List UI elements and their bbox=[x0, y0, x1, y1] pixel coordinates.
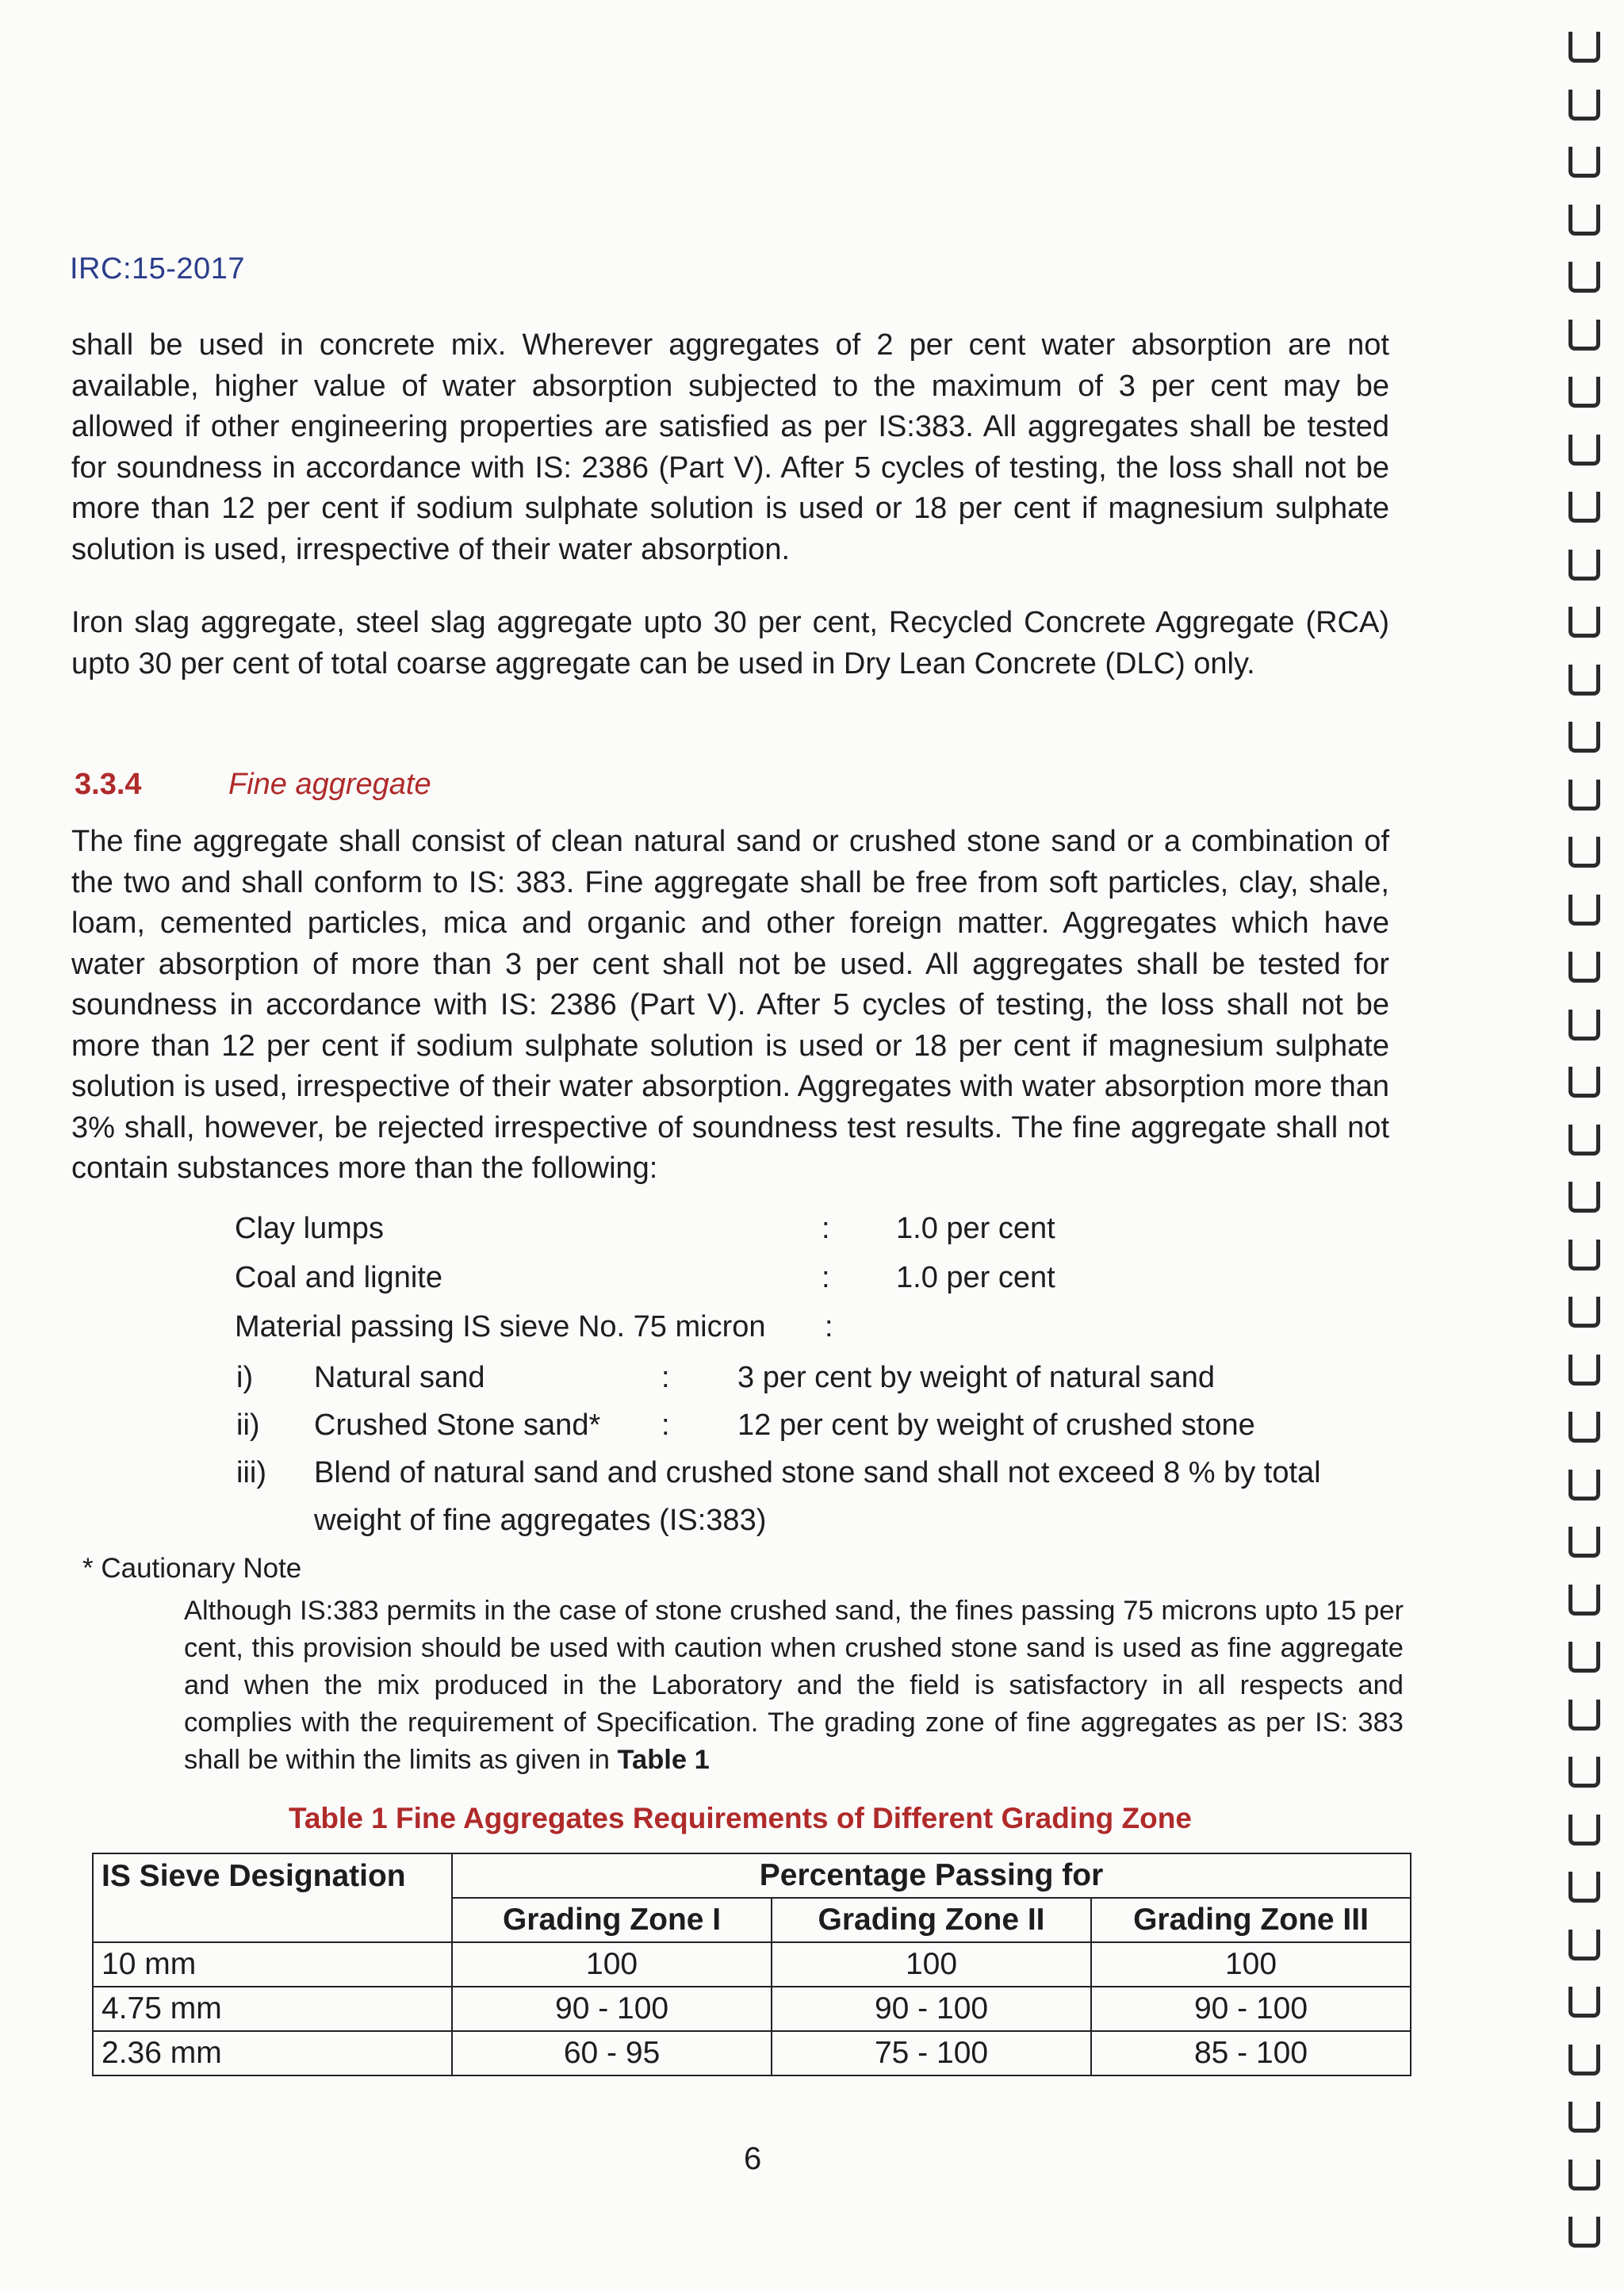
column-header-sieve: IS Sieve Designation bbox=[93, 1853, 452, 1942]
binding-ring bbox=[1568, 1815, 1600, 1845]
paragraph-slag-aggregate: Iron slag aggregate, steel slag aggregate upto 30 per cent, Recycled Concrete Aggregate (RCA) upto 30 per cent of total coarse aggregate can be used in Dry Lean Concrete (DLC) only. bbox=[71, 606, 1389, 680]
binding-ring bbox=[1568, 1125, 1600, 1156]
item-colon: : bbox=[661, 1361, 670, 1394]
column-header-zone-2: Grading Zone II bbox=[772, 1898, 1091, 1942]
document-header: IRC:15-2017 bbox=[70, 252, 245, 286]
cell-zone-3: 90 - 100 bbox=[1091, 1987, 1411, 2031]
binding-ring bbox=[1568, 90, 1600, 121]
item-name: Crushed Stone sand* bbox=[314, 1409, 601, 1442]
binding-ring bbox=[1568, 895, 1600, 926]
binding-ring bbox=[1568, 780, 1600, 811]
binding-ring bbox=[1568, 1412, 1600, 1443]
item-colon: : bbox=[661, 1409, 670, 1442]
paragraph-fine-aggregate: The fine aggregate shall consist of clean natural sand or crushed stone sand or a combination of the two and shall conform to IS: 383. Fine aggregate shall be free from soft particles, clay, shale, loam, cemented particles, mica and organic and other foreign matter. Aggregates which have water absorption of more than 3 per cent shall not be used. All aggregates shall be tested for soundness in accordance with IS: 2386 (Part V). After 5 cycles of testing, the loss shall not be more than 12 per cent if sodium sulphate solution is used or 18 per cent if magnesium sulphate solution is used, irrespective of their water absorption. Aggregates with water absorption more than 3% shall, however, be rejected irrespective of soundness test results. The fine aggregate shall not contain substances more than the following: bbox=[71, 825, 1389, 1185]
limit-colon: : bbox=[825, 1310, 833, 1343]
limit-colon: : bbox=[822, 1261, 830, 1294]
item-text-line1: Blend of natural sand and crushed stone sand shall not exceed 8 % by total bbox=[314, 1456, 1321, 1489]
binding-ring bbox=[1568, 1700, 1600, 1730]
binding-ring bbox=[1568, 607, 1600, 638]
cautionary-note-title: * Cautionary Note bbox=[82, 1553, 302, 1584]
column-header-zone-1: Grading Zone I bbox=[452, 1898, 772, 1942]
binding-ring bbox=[1568, 1585, 1600, 1616]
table-caption: Table 1 Fine Aggregates Requirements of Different Grading Zone bbox=[289, 1802, 1192, 1834]
cell-zone-1: 100 bbox=[452, 1942, 772, 1987]
cell-sieve: 4.75 mm bbox=[93, 1987, 452, 2031]
binding-ring bbox=[1568, 1470, 1600, 1501]
table-header-row bbox=[93, 1853, 1411, 1898]
cautionary-note-body bbox=[184, 1593, 1404, 1779]
cell-sieve: 2.36 mm bbox=[93, 2031, 452, 2075]
cell-zone-3: 100 bbox=[1091, 1942, 1411, 1987]
grading-zone-table bbox=[92, 1853, 1411, 2076]
binding-ring bbox=[1568, 205, 1600, 236]
binding-ring bbox=[1568, 2160, 1600, 2190]
section-title: Fine aggregate bbox=[228, 768, 431, 801]
cell-zone-2: 75 - 100 bbox=[772, 2031, 1091, 2075]
table-row bbox=[93, 1987, 1411, 2031]
table-row bbox=[93, 2031, 1411, 2075]
group-header-percentage: Percentage Passing for bbox=[452, 1853, 1411, 1898]
binding-ring bbox=[1568, 1297, 1600, 1328]
paragraph-coarse-aggregate-continued: shall be used in concrete mix. Wherever aggregates of 2 per cent water absorption are not available, higher value of water absorption subjected to the maximum of 3 per cent may be allowed if other engineering properties are satisfied as per IS:383. All aggregates shall be tested for soundness in accordance with IS: 2386 (Part V). After 5 cycles of testing, the loss shall not be more than 12 per cent if sodium sulphate solution is used or 18 per cent if magnesium sulphate solution is used, irrespective of their water absorption. bbox=[71, 328, 1389, 566]
section-heading bbox=[75, 768, 431, 802]
binding-ring bbox=[1568, 320, 1600, 351]
binding-ring bbox=[1568, 1010, 1600, 1041]
item-value: 3 per cent by weight of natural sand bbox=[737, 1361, 1216, 1394]
limit-value: 1.0 per cent bbox=[896, 1261, 1055, 1294]
cell-sieve: 10 mm bbox=[93, 1942, 452, 1987]
page-number: 6 bbox=[744, 2141, 762, 2176]
item-text-line2: weight of fine aggregates (IS:383) bbox=[314, 1504, 767, 1537]
limit-label: Clay lumps bbox=[235, 1212, 384, 1245]
section-number: 3.3.4 bbox=[75, 768, 142, 801]
binding-ring bbox=[1568, 1182, 1600, 1213]
spiral-binding bbox=[1562, 16, 1602, 2284]
binding-ring bbox=[1568, 1527, 1600, 1558]
note-table-ref: Table 1 bbox=[617, 1745, 710, 1775]
limit-value: 1.0 per cent bbox=[896, 1212, 1055, 1245]
limit-label: Coal and lignite bbox=[235, 1261, 442, 1294]
limit-colon: : bbox=[822, 1212, 830, 1245]
item-number: i) bbox=[236, 1361, 254, 1394]
binding-ring bbox=[1568, 435, 1600, 466]
binding-ring bbox=[1568, 2045, 1600, 2075]
limit-label: Material passing IS sieve No. 75 micron bbox=[235, 1310, 766, 1343]
binding-ring bbox=[1568, 1872, 1600, 1903]
item-value: 12 per cent by weight of crushed stone bbox=[737, 1409, 1255, 1442]
binding-ring bbox=[1568, 722, 1600, 753]
note-text: Although IS:383 permits in the case of stone crushed sand, the fines passing 75 microns upto 15 per cent, this provision should be used with caution when crushed stone sand is used as fine aggregate and when the mix produced in the Laboratory and the field is satisfactory in all respects and complies with the requirement of Specification. The grading zone of fine aggregates as per IS: 383 shall be within the limits as given in bbox=[184, 1596, 1404, 1775]
binding-ring bbox=[1568, 1930, 1600, 1960]
binding-ring bbox=[1568, 665, 1600, 696]
cell-zone-2: 100 bbox=[772, 1942, 1091, 1987]
binding-ring bbox=[1568, 1240, 1600, 1271]
item-name: Natural sand bbox=[314, 1361, 485, 1394]
item-number: iii) bbox=[236, 1456, 266, 1489]
binding-ring bbox=[1568, 837, 1600, 868]
binding-ring bbox=[1568, 147, 1600, 178]
item-number: ii) bbox=[236, 1409, 260, 1442]
binding-ring bbox=[1568, 1067, 1600, 1098]
cell-zone-2: 90 - 100 bbox=[772, 1987, 1091, 2031]
binding-ring bbox=[1568, 492, 1600, 523]
binding-ring bbox=[1568, 262, 1600, 293]
binding-ring bbox=[1568, 2217, 1600, 2248]
table-row bbox=[93, 1942, 1411, 1987]
binding-ring bbox=[1568, 32, 1600, 63]
column-header-zone-3: Grading Zone III bbox=[1091, 1898, 1411, 1942]
binding-ring bbox=[1568, 952, 1600, 983]
cell-zone-1: 90 - 100 bbox=[452, 1987, 772, 2031]
binding-ring bbox=[1568, 377, 1600, 408]
binding-ring bbox=[1568, 2102, 1600, 2133]
binding-ring bbox=[1568, 550, 1600, 581]
cell-zone-3: 85 - 100 bbox=[1091, 2031, 1411, 2075]
cell-zone-1: 60 - 95 bbox=[452, 2031, 772, 2075]
binding-ring bbox=[1568, 1355, 1600, 1386]
binding-ring bbox=[1568, 1642, 1600, 1673]
binding-ring bbox=[1568, 1987, 1600, 2018]
binding-ring bbox=[1568, 1757, 1600, 1788]
